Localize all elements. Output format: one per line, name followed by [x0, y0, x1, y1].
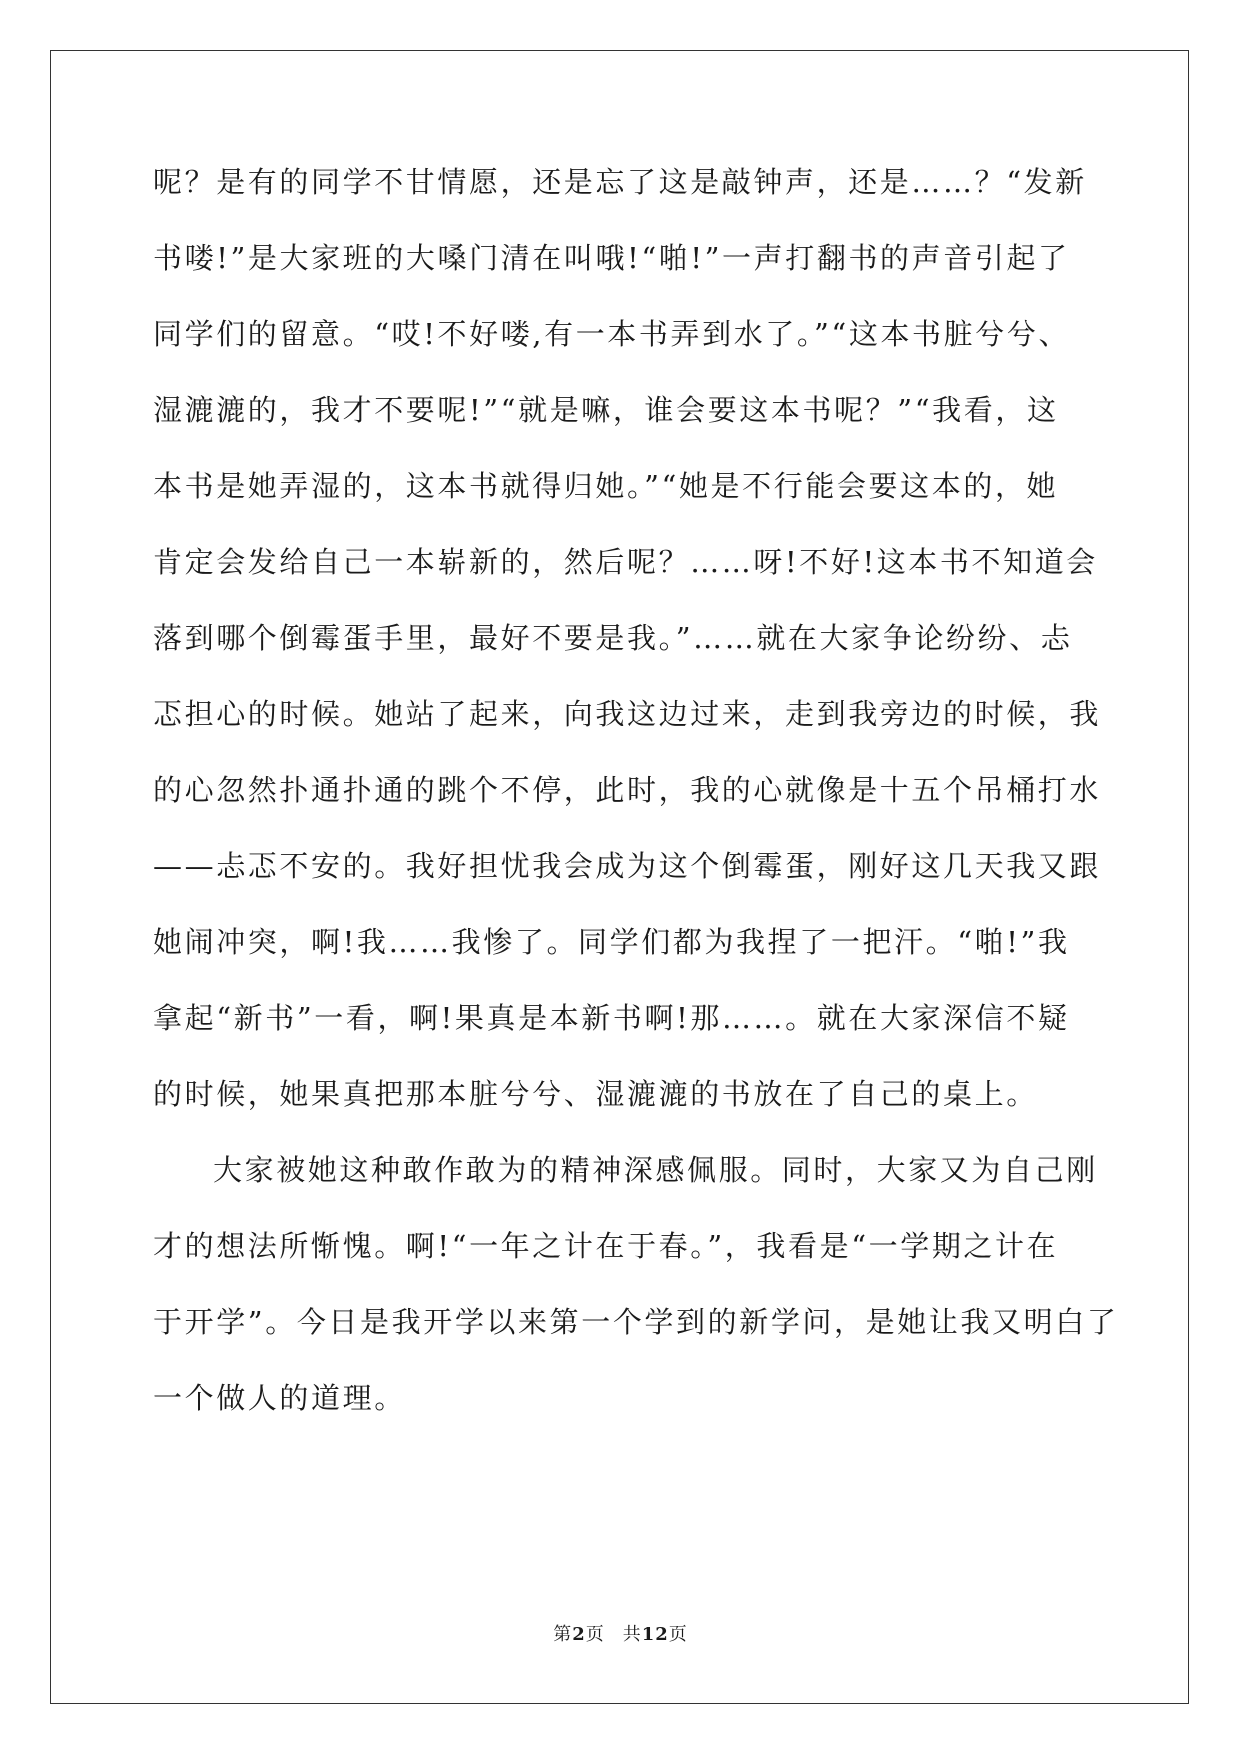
text-line: 才的想法所惭愧。啊!“一年之计在于春。”，我看是“一学期之计在 [153, 1229, 1059, 1263]
text-line: 的心忽然扑通扑通的跳个不停，此时，我的心就像是十五个吊桶打水 [153, 773, 1102, 807]
page-footer [0, 1620, 1241, 1646]
text-line: 湿漉漉的，我才不要呢!”“就是嘛，谁会要这本书呢？”“我看，这 [153, 393, 1059, 427]
text-line: 拿起“新书”一看，啊!果真是本新书啊!那……。就在大家深信不疑 [153, 1001, 1070, 1035]
total-prefix: 共 [622, 1624, 642, 1645]
total-suffix: 页 [668, 1624, 688, 1645]
text-line: 一个做人的道理。 [153, 1381, 406, 1415]
text-line: 忑担心的时候。她站了起来，向我这边过来，走到我旁边的时候，我 [153, 697, 1102, 731]
text-line: 她闹冲突，啊!我……我惨了。同学们都为我捏了一把汗。“啪!”我 [153, 925, 1070, 959]
page-suffix: 页 [585, 1624, 605, 1645]
text-line: ——忐忑不安的。我好担忧我会成为这个倒霉蛋，刚好这几天我又跟 [153, 849, 1102, 883]
document-body [153, 162, 1119, 1454]
text-line: 的时候，她果真把那本脏兮兮、湿漉漉的书放在了自己的桌上。 [153, 1077, 1038, 1111]
page-prefix: 第 [553, 1624, 573, 1645]
text-line: 落到哪个倒霉蛋手里，最好不要是我。”……就在大家争论纷纷、忐 [153, 621, 1073, 655]
text-line: 肯定会发给自己一本崭新的，然后呢？……呀!不好!这本书不知道会 [153, 545, 1098, 579]
text-line: 书喽!”是大家班的大嗓门清在叫哦!“啪!”一声打翻书的声音引起了 [153, 241, 1070, 275]
text-line: 于开学”。今日是我开学以来第一个学到的新学问，是她让我又明白了 [153, 1305, 1119, 1339]
text-line: 本书是她弄湿的，这本书就得归她。”“她是不行能会要这本的，她 [153, 469, 1059, 503]
page-number: 2 [572, 1624, 586, 1645]
text-line: 同学们的留意。“哎!不好喽,有一本书弄到水了。”“这本书脏兮兮、 [153, 317, 1071, 351]
text-line: 大家被她这种敢作敢为的精神深感佩服。同时，大家又为自己刚 [213, 1153, 1098, 1187]
total-pages: 12 [641, 1624, 669, 1645]
text-line: 呢？是有的同学不甘情愿，还是忘了这是敲钟声，还是……？“发新 [153, 165, 1087, 199]
